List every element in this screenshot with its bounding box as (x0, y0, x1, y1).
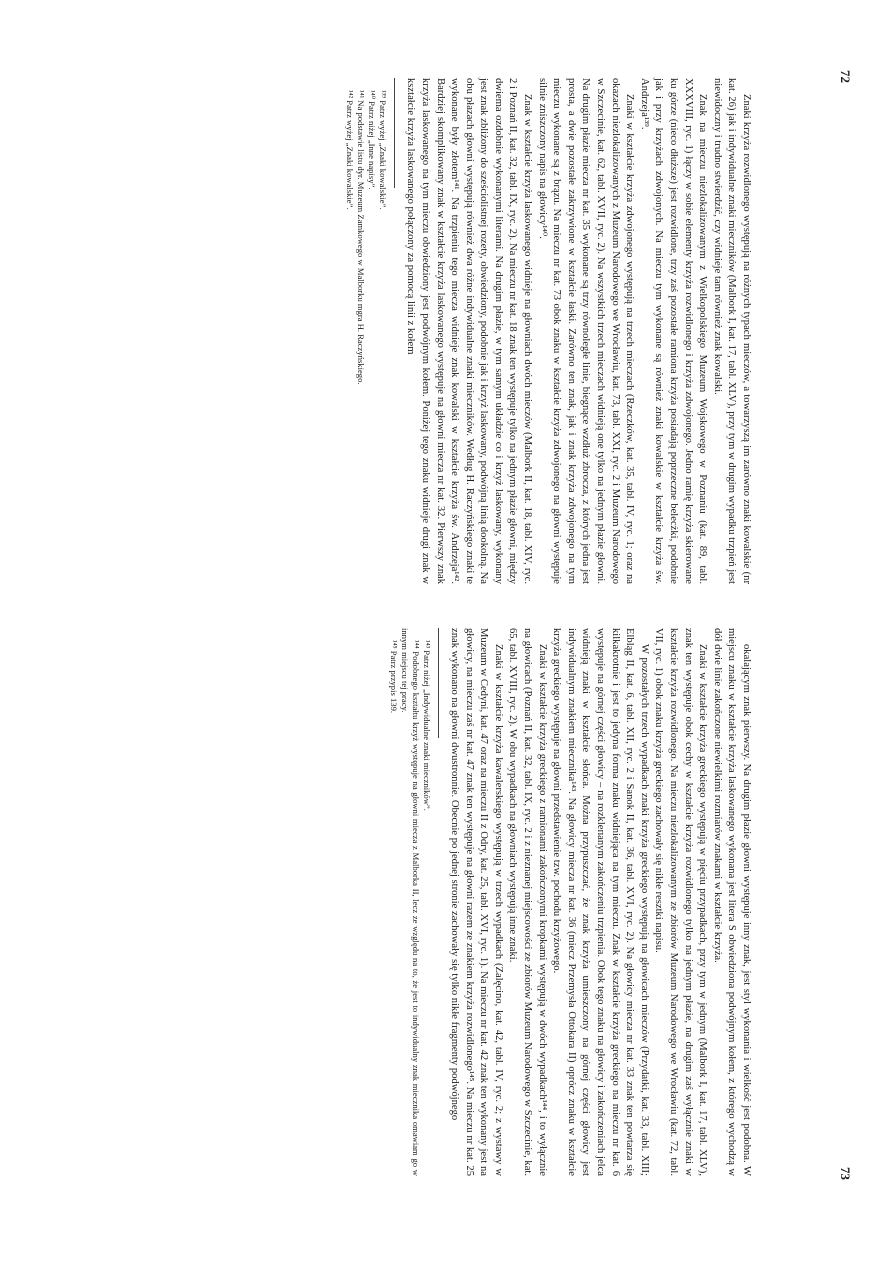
right-page (0, 620, 893, 1180)
footnote: ¹⁴⁰ Patrz niżej „Inne napisy”. (366, 90, 377, 190)
footnote: ¹⁴⁴ Podobnego kształtu krzyż występuje na głowni miecza z Malborka II, lecz ze względu na to, że jest to indywidualny znak miecznika omawiam go w innym miejscu tej pracy. (399, 628, 421, 1176)
paragraph: okalającym znak pierwszy. Na drugim płazie głowni występuje inny znak, jest styl wykonania i wielkość jest podobna. W miejscu znaku w kształcie krzyża laskowanego wykonana jest litera S obwiedziona podwójnym kołem, z którego wychodzą w dół dwie linie zakończone niewielkimi rozmiarów znakami w kształcie krzyża. (711, 628, 752, 1176)
footnote-divider (394, 78, 395, 188)
page-body (344, 78, 753, 584)
footnotes (344, 78, 388, 584)
paragraph: Znaki w kształcie krzyża zdwojonego występują na trzech mieczach (Rzeczków, kat. 35, tabl. IV, ryc. 1; oraz na okazach niezlokalizowanych z Muzeum Narodowego we Wrocławiu, kat. 73, tabl. XXI, ryc. 2 i Muzeum Narodowego w Szczecinie, kat. 62, tabl. XVII, ryc. 2). Na wszystkich trzech mieczach widnieją one tylko na jednym płazie głowni. Na drugim płazie miecza nr kat. 35 wykonane są trzy równoległe linie, biegnące wzdłuż zbrocza, z których jedna jest prosta, a dwie pozostałe zakrzywione w kształcie łaski. Zarówno ten znak, jak i znak krzyża zdwojonego na tym mieczu wykonane są z brązu. Na mieczu nr kat. 73 obok znaku w kształcie krzyża zdwojonego na głowni występuje silnie zniszczony napis na głowicy¹⁴⁰. (536, 78, 636, 584)
page-body (388, 628, 753, 1176)
footnote-divider (438, 628, 439, 738)
paragraph: Znak na mieczu niezlokalizowanym z Wielkopolskiego Muzeum Wojskowego w Poznaniu (kat. 89, tabl. XXXVIII, ryc. 1) łączy w sobie elementy krzyża rozwidlonego i krzyża zdwojonego. Jedno ramię krzyża skierowane ku górze (nieco dłuższe) jest rozwidlone, trzy zaś pozostałe ramiona krzyża posiadają poprzeczne belecżki, podobnie jak i przy krzyżach zdwojonych. Na mieczu tym wykonane są również znaki kowalskie w kształcie krzyża św. Andrzeja¹³⁹. (638, 78, 709, 584)
page-number: 72 (838, 70, 853, 83)
page-number: 73 (838, 1167, 853, 1180)
footnote: ¹⁴³ Patrz niżej „Indywidualne znaki mieczników”. (421, 640, 432, 811)
footnote: ¹⁴¹ Na podstawie listu dyr. Muzeum Zamkowego w Malborku mgra H. Raczyńskiego. (355, 90, 366, 385)
left-page (0, 70, 893, 588)
paragraph: Znak w kształcie krzyża laskowanego widnieje na głowniach dwóch mieczów (Malbork II, kat. 18, tabl. XIV, ryc. 2 i Poznań II, kat. 32, tabl. IX, ryc. 2). Na mieczu nr kat. 18 znak ten występuje tylko na jednym płazie głowni, między dwiema ozdobnie wykonanymi literami. Na drugim płazie, w tym samym układzie co i krzyż laskowany, wykonany jest znak zbliżony do sześciolistnej rozety, obwiedziony, podobnie jak i krzyż laskowany, podwójną linią dookolną. Na obu płazach głowni występują również dwa różne indywidualne znaki mieczników. Według H. Raczyńskiego znaki te wykonane były złotem¹⁴¹. Na trzpieniu tego miecza widnieje znak kowalski w kształcie krzyża św. Andrzeja¹⁴². Bardziej skomplikowany znak w kształcie krzyża laskowanego występuje na głowni miecza nr kat. 32. Pierwszy znak krzyża laskowanego na tym mieczu obwiedziony jest podwójnym kołem. Poniżej tego znaku widnieje drugi znak w kształcie krzyża laskowanego połączony za pomocą linii z kołem (405, 78, 534, 584)
footnote: ¹⁴⁵ Patrz przypis 139. (388, 640, 399, 714)
paragraph: Znaki w kształcie krzyża greckiego występują w pięciu przypadkach, przy tym w jednym (Malbork I, kat. 17, tabl. XLV), znak ten występuje obok cechy w kształcie krzyża rozwidlonego tylko na jednym płazie, na drugim zaś wyłącznie znaki w kształcie krzyża rozwidlonego. Na mieczu niezlokalizowanym ze zbiorów Muzeum Narodowego we Wrocławiu (kat. 72, tabl. VII, ryc. 1) obok znaku krzyża greckiego zachowały się nikłe resztki napisu. (653, 628, 709, 1176)
paragraph: Znaki w kształcie krzyża greckiego z ramionami zakończonymi kropkami występują w dwóch wypadkach¹⁴⁴, i to wyłącznie na głowicach (Poznań II, kat. 32, tabl. IX, ryc. 2 i z nieznanej miejscowości ze zbiorów Muzeum Narodowego w Szczecinie, kat. 65, tabl. XVIII, ryc. 2). W obu wypadkach na głowniach występują inne znaki. (507, 628, 548, 1176)
footnote: ¹³⁹ Patrz wyżej „Znaki kowalskie”. (377, 90, 388, 210)
paragraph: W pozostałych trzech wypadkach znaki krzyża greckiego występują na głowicach mieczów (Przydatki, kat. 33, tabl. XIII; Elbląg II, kat. 6, tabl. XII, ryc. 2 i Sanok II, kat. 36, tabl. XVI, ryc. 2). Na głowicy miecza nr kat. 33 znak ten powtarza się kilkakrotnie i jest to jedyna forma znaku widniejąca na tym mieczu. Znak w kształcie krzyża greckiego na mieczu nr kat. 6 występuje na górnej części głowicy – na rozkleпаnym zakończeniu trzpienia. Obok tego znaku na głowicy i zakończeniach jelca widnieją znaki w kształcie słońca. Można przypuszczać, że znak krzyża umieszczony na górnej części głowicy jest indywidualnym znakiem miecznika¹⁴³. Na głowicy miecza nr kat. 36 (miecz Przemysła Ottokara II) oprócz znaku w kształcie krzyża greckiego występuje na głowni przedstawienie tzw. pochodu krzyżowego. (551, 628, 650, 1176)
footnote: ¹⁴² Patrz wyżej „Znaki kowalskie”. (344, 90, 355, 210)
paragraph: Znaki w kształcie krzyża kawalerskiego występują w trzech wypadkach (Zalęcino, kat. 42, tabl. IV, ryc. 2; z wystawy w Muzeum w Cedyni, kat. 47 oraz na mieczu II z Odry, kat. 25, tabl. XVI, ryc. 1). Na mieczu nr kat. 42 znak ten wykonany jest na głowicy, na mieczu zaś nr kat. 47 znak ten występuje na głowni razem ze znakiem krzyża rozwidlonego¹⁴⁵. Na mieczu nr kat. 25 znak wykonano na głowni dwustronnie. Obecnie po jednej stronie zachowały się tylko nikłe fragmenty podwójnego (449, 628, 504, 1176)
paragraph: Znaki krzyża rozwidlonego występują na różnych typach mieczów, a towarzyszą im zarówno znaki kowalskie (nr kat. 26) jak i indywidualne znaki mieczników (Malbork I, kat. 17, tabl. XLV), przy tym w drugim wypadku trzpień jest niewidoczny i trudno stwierdzić, czy widnieje tam również znak kowalski. (711, 78, 752, 584)
footnotes (388, 628, 432, 1176)
